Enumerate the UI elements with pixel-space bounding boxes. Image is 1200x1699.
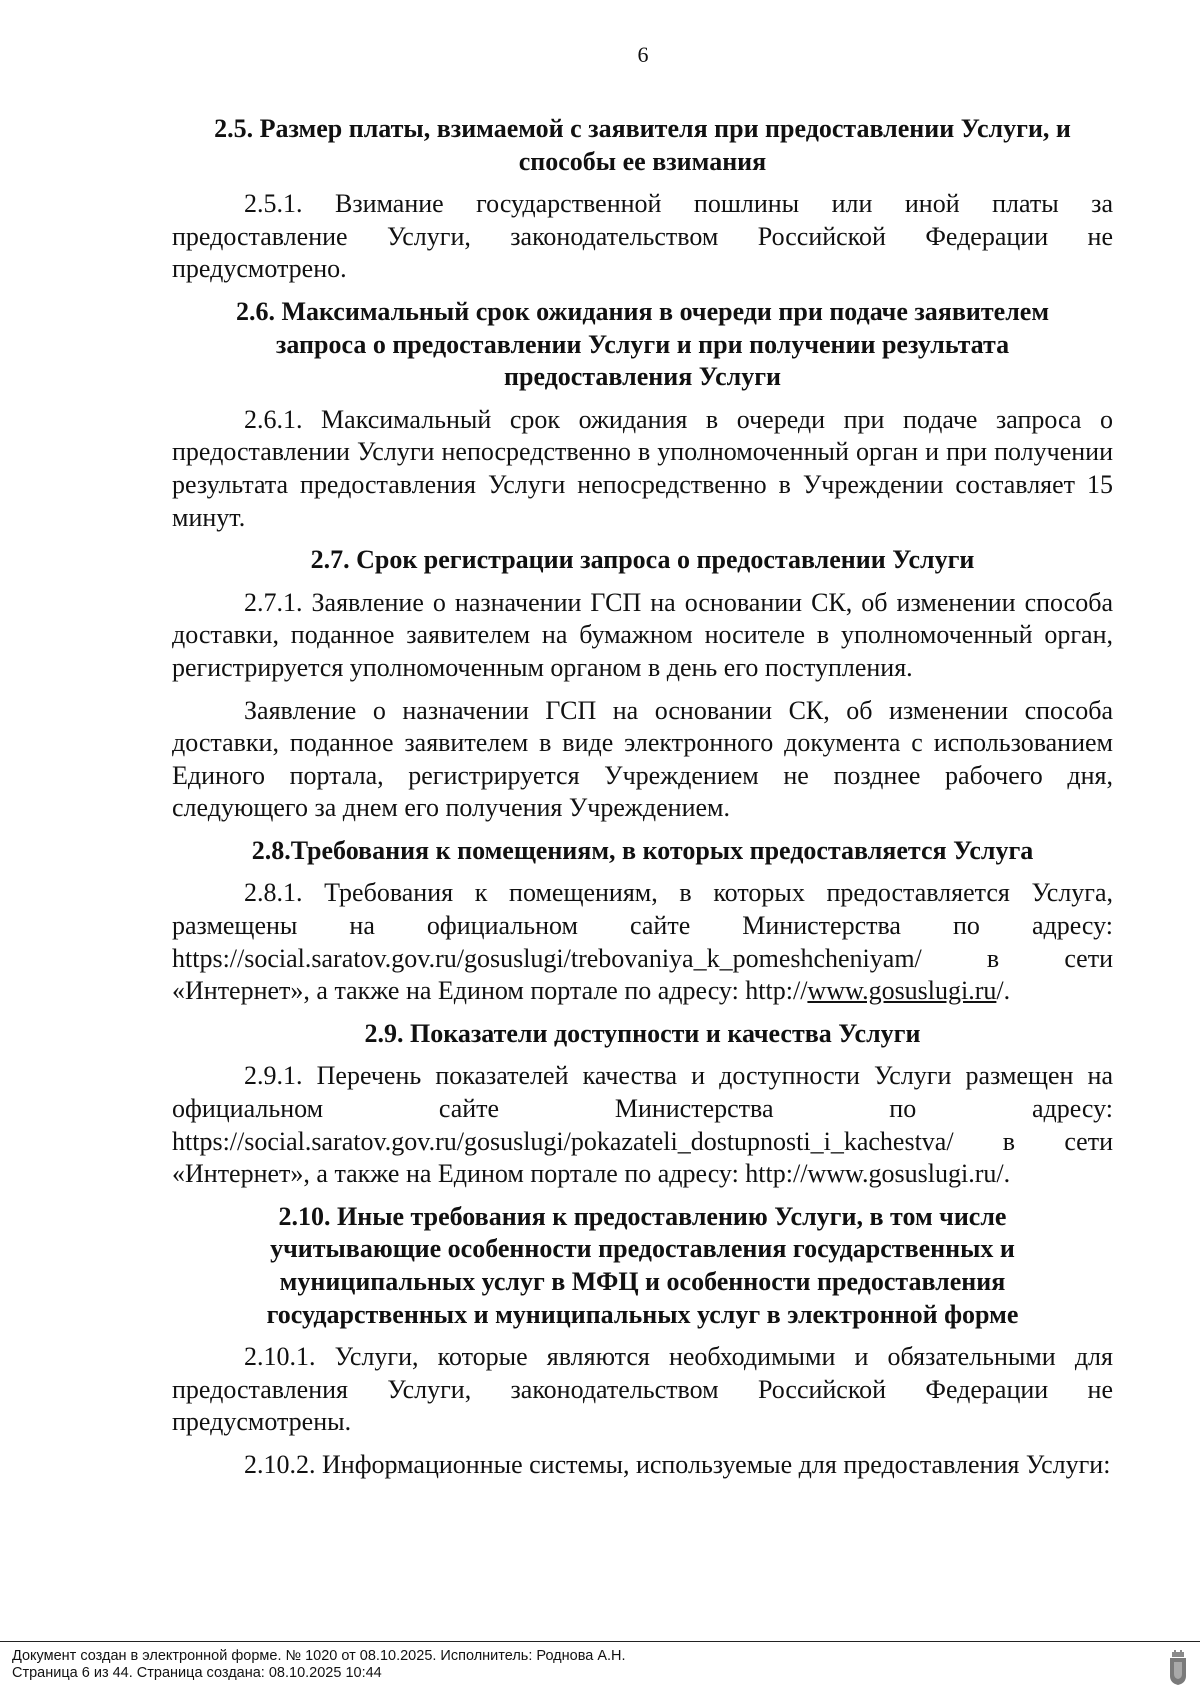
- heading-line: 2.7. Срок регистрации запроса о предоставлении Услуги: [310, 545, 975, 575]
- section-heading-2-6: [172, 296, 1113, 394]
- heading-line: 2.8.Требования к помещениям, в которых предоставляется Услуга: [251, 835, 1034, 865]
- heading-line: запроса о предоставлении Услуги и при получении результата: [275, 329, 1010, 359]
- gosuslugi-link[interactable]: www.gosuslugi.ru: [807, 976, 997, 1006]
- section-heading-2-9: [172, 1018, 1113, 1051]
- document-body: [172, 113, 1113, 1492]
- paragraph-2-7-1-cont: Заявление о назначении ГСП на основании СК, об изменении способа доставки, поданное заявителем в виде электронного документа с использованием Единого портала, регистрируется Учреждением не позднее рабочего дня, следующего за днем его получения Учреждением.: [172, 695, 1113, 823]
- paragraph-2-5-1: 2.5.1. Взимание государственной пошлины или иной платы за предоставление Услуги, законодательством Российской Федерации не предусмотрено.: [172, 189, 1113, 284]
- footer-line-1: Документ создан в электронной форме. № 1020 от 08.10.2025. Исполнитель: Роднова А.Н.: [12, 1648, 626, 1664]
- heading-line: 2.9. Показатели доступности и качества Услуги: [364, 1018, 921, 1048]
- paragraph-text: 2.8.1. Требования к помещениям, в которых предоставляется Услуга, размещены на официальном сайте Министерства по адресу: https://social.saratov.gov.ru/gosuslugi/trebovaniya_k_pomeshcheniyam/ в сети «Интернет», а также на Едином портале по адресу: http://: [172, 878, 1113, 1006]
- footer-line-2: Страница 6 из 44. Страница создана: 08.10.2025 10:44: [12, 1665, 382, 1681]
- heading-line: муниципальных услуг в МФЦ и особенности предоставления: [279, 1267, 1006, 1296]
- coat-of-arms-icon: [1168, 1650, 1188, 1686]
- section-heading-2-8: [172, 835, 1113, 868]
- section-heading-2-10: [172, 1201, 1113, 1331]
- section-heading-2-7: [172, 544, 1113, 577]
- heading-line: учитывающие особенности предоставления государственных и: [270, 1234, 1015, 1264]
- paragraph-2-6-1: 2.6.1. Максимальный срок ожидания в очереди при подаче запроса о предоставлении Услуги непосредственно в уполномоченный орган и при получении результата предоставления Услуги непосредственно в Учреждении составляет 15 минут.: [172, 404, 1113, 532]
- heading-line: 2.6. Максимальный срок ожидания в очереди при подаче заявителем: [235, 296, 1050, 326]
- heading-line: 2.10. Иные требования к предоставлению Услуги, в том числе: [278, 1201, 1007, 1231]
- paragraph-2-9-1: 2.9.1. Перечень показателей качества и доступности Услуги размещен на официальном сайте Министерства по адресу: https://social.saratov.gov.ru/gosuslugi/pokazateli_dostupnosti_i_kachestva/ в сети «Интернет», а также на Едином портале по адресу: http://www.gosuslugi.ru/.: [172, 1061, 1113, 1189]
- heading-line: 2.5. Размер платы, взимаемой с заявителя при предоставлении Услуги, и: [214, 114, 1071, 143]
- paragraph-2-7-1: 2.7.1. Заявление о назначении ГСП на основании СК, об изменении способа доставки, поданное заявителем на бумажном носителе в уполномоченный орган, регистрируется уполномоченным органом в день его поступления.: [172, 587, 1113, 682]
- footer-text: [12, 1648, 626, 1682]
- heading-line: предоставления Услуги: [504, 362, 781, 392]
- paragraph-2-10-1: 2.10.1. Услуги, которые являются необходимыми и обязательными для предоставления Услуги, законодательством Российской Федерации не предусмотрены.: [172, 1342, 1113, 1437]
- document-footer: [0, 1641, 1200, 1699]
- heading-line: государственных и муниципальных услуг в электронной форме: [266, 1299, 1019, 1329]
- page-number: 6: [637, 42, 649, 67]
- paragraph-2-8-1: [172, 877, 1113, 1007]
- heading-line: способы ее взимания: [518, 146, 767, 176]
- paragraph-text: /.: [996, 976, 1011, 1006]
- section-heading-2-5: [172, 113, 1113, 178]
- paragraph-2-10-2: 2.10.2. Информационные системы, используемые для предоставления Услуги:: [244, 1449, 1111, 1479]
